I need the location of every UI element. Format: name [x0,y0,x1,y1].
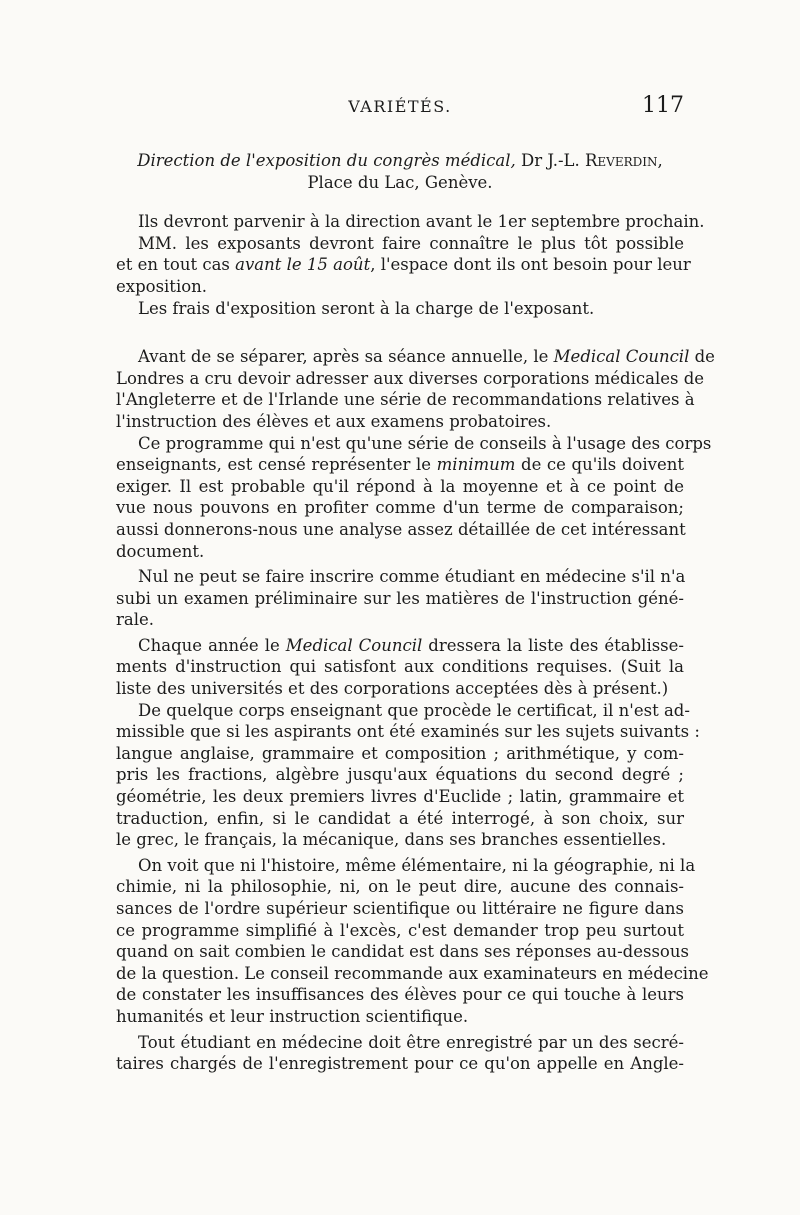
paragraph: MM. les exposants devront faire connaître le plus tôt possible et en tout cas avant le 15 août, l'espace dont ils ont besoin pour leur exposition. [116,233,691,296]
paragraph: Nul ne peut se faire inscrire comme étudiant en médecine s'il n'a subi un examen préliminaire sur les matières de l'instruction géné- rale. [116,567,686,630]
address-line-2: Place du Lac, Genève. [307,172,493,192]
paragraph: Avant de se séparer, après sa séance annuelle, le Medical Council de Londres a cru devoir adresser aux diverses corporations médicales de l'Angleterre et de l'Irlande une série de recommandations relatives à l'instruction des élèves et aux examens probatoires. [116,347,715,431]
paragraph: Les frais d'exposition seront à la charge de l'exposant. [138,298,595,318]
running-title: VARIÉTÉS. [348,97,452,116]
paragraph: Ce programme qui n'est qu'une série de conseils à l'usage des corps enseignants, est censé représenter le minimum de ce qu'ils doivent exiger. Il est probable qu'il répond à la moyenne et à ce point de vue nous pouvons en profiter comme d'un terme de comparaison; aussi donnerons-nous une analyse assez détaillée de cet intéressant document. [116,433,712,561]
paragraph: Tout étudiant en médecine doit être enregistré par un des secré- taires chargés de l'enregistrement pour ce qu'on appelle en Angle- [116,1032,684,1074]
paragraph: De quelque corps enseignant que procède le certificat, il n'est ad- missible que si les aspirants ont été examinés sur les sujets suivants : langue anglaise, grammaire et composition ; arithmétique, y com- pris les fractions, algèbre jusqu'aux équations du second degré ; géométrie, les deux premiers livres d'Euclide ; latin, grammaire et traduction, enfin, si le candidat a été interrogé, à son choix, sur le grec, le français, la mécanique, dans ses branches essentielles. [116,700,700,850]
body-text [116,150,715,1075]
paragraph: On voit que ni l'histoire, même élémentaire, ni la géographie, ni la chimie, ni la philosophie, ni, on le peut dire, aucune des connais- sances de l'ordre supérieur scientifique ou littéraire ne figure dans ce programme simplifié à l'excès, c'est demander trop peu surtout quand on sait combien le candidat est dans ses réponses au-dessous de la question. Le conseil recommande aux examinateurs en médecine de constater les insuffisances des élèves pour ce qui touche à leurs humanités et leur instruction scientifique. [116,855,709,1026]
page-header [116,93,684,127]
paragraph: Chaque année le Medical Council dressera la liste des établisse- ments d'instruction qui satisfont aux conditions requises. (Suit la liste des universités et des corporations acceptées dès à présent.) [116,635,684,699]
address-line-1: Direction de l'exposition du congrès médical, Dr J.-L. Reverdin, [137,151,663,170]
page-number: 117 [642,93,684,118]
exposition-address [116,150,684,193]
paragraph: Ils devront parvenir à la direction avant le 1er septembre prochain. [138,212,705,232]
